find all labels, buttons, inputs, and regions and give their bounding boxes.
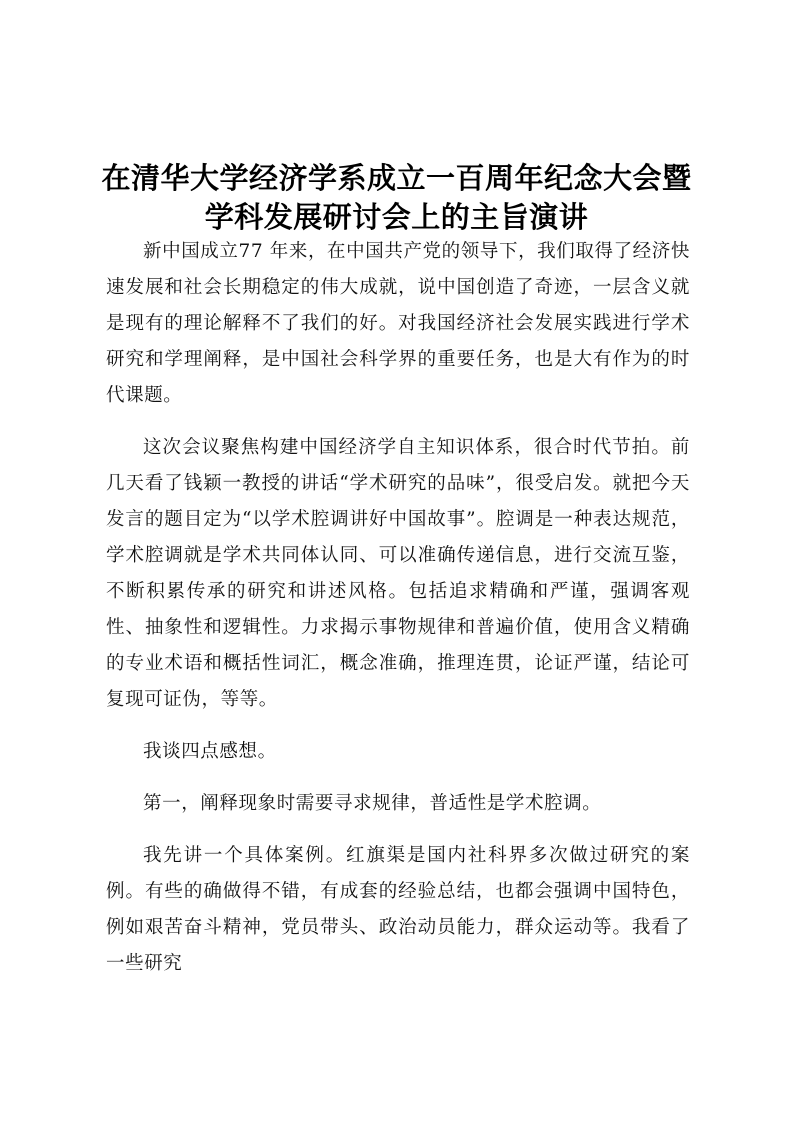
title-line-2: 学科发展研讨会上的主旨演讲 (204, 200, 589, 235)
document-body (106, 234, 690, 998)
paragraph-3: 我谈四点感想。 (143, 741, 277, 762)
document-title (0, 159, 793, 237)
paragraph-5: 我先讲一个具体案例。红旗渠是国内社科界多次做过研究的案例。有些的确做得不错，有成套的经验总结，也都会强调中国特色，例如艰苦奋斗精神，党员带头、政治动员能力，群众运动等。我看了一些研究 (106, 845, 690, 974)
paragraph-2: 这次会议聚焦构建中国经济学自主知识体系，很合时代节拍。前几天看了钱颖一教授的讲话“学术研究的品味”，很受启发。就把今天发言的题目定为“以学术腔调讲好中国故事”。腔调是一种表达规范，学术腔调就是学术共同体认同、可以准确传递信息，进行交流互鉴，不断积累传承的研究和讲述风格。包括追求精确和严谨，强调客观性、抽象性和逻辑性。力求揭示事物规律和普遍价值，使用含义精确的专业术语和概括性词汇，概念准确，推理连贯，论证严谨，结论可复现可证伪，等等。 (106, 437, 690, 710)
paragraph-1: 新中国成立77 年来，在中国共产党的领导下，我们取得了经济快速发展和社会长期稳定的伟大成就，说中国创造了奇迹，一层含义就是现有的理论解释不了我们的好。对我国经济社会发展实践进行学术研究和学理阐释，是中国社会科学界的重要任务，也是大有作为的时代课题。 (106, 241, 690, 406)
paragraph-4: 第一，阐释现象时需要寻求规律，普适性是学术腔调。 (143, 793, 602, 814)
title-line-1: 在清华大学经济学系成立一百周年纪念大会暨 (101, 161, 692, 196)
